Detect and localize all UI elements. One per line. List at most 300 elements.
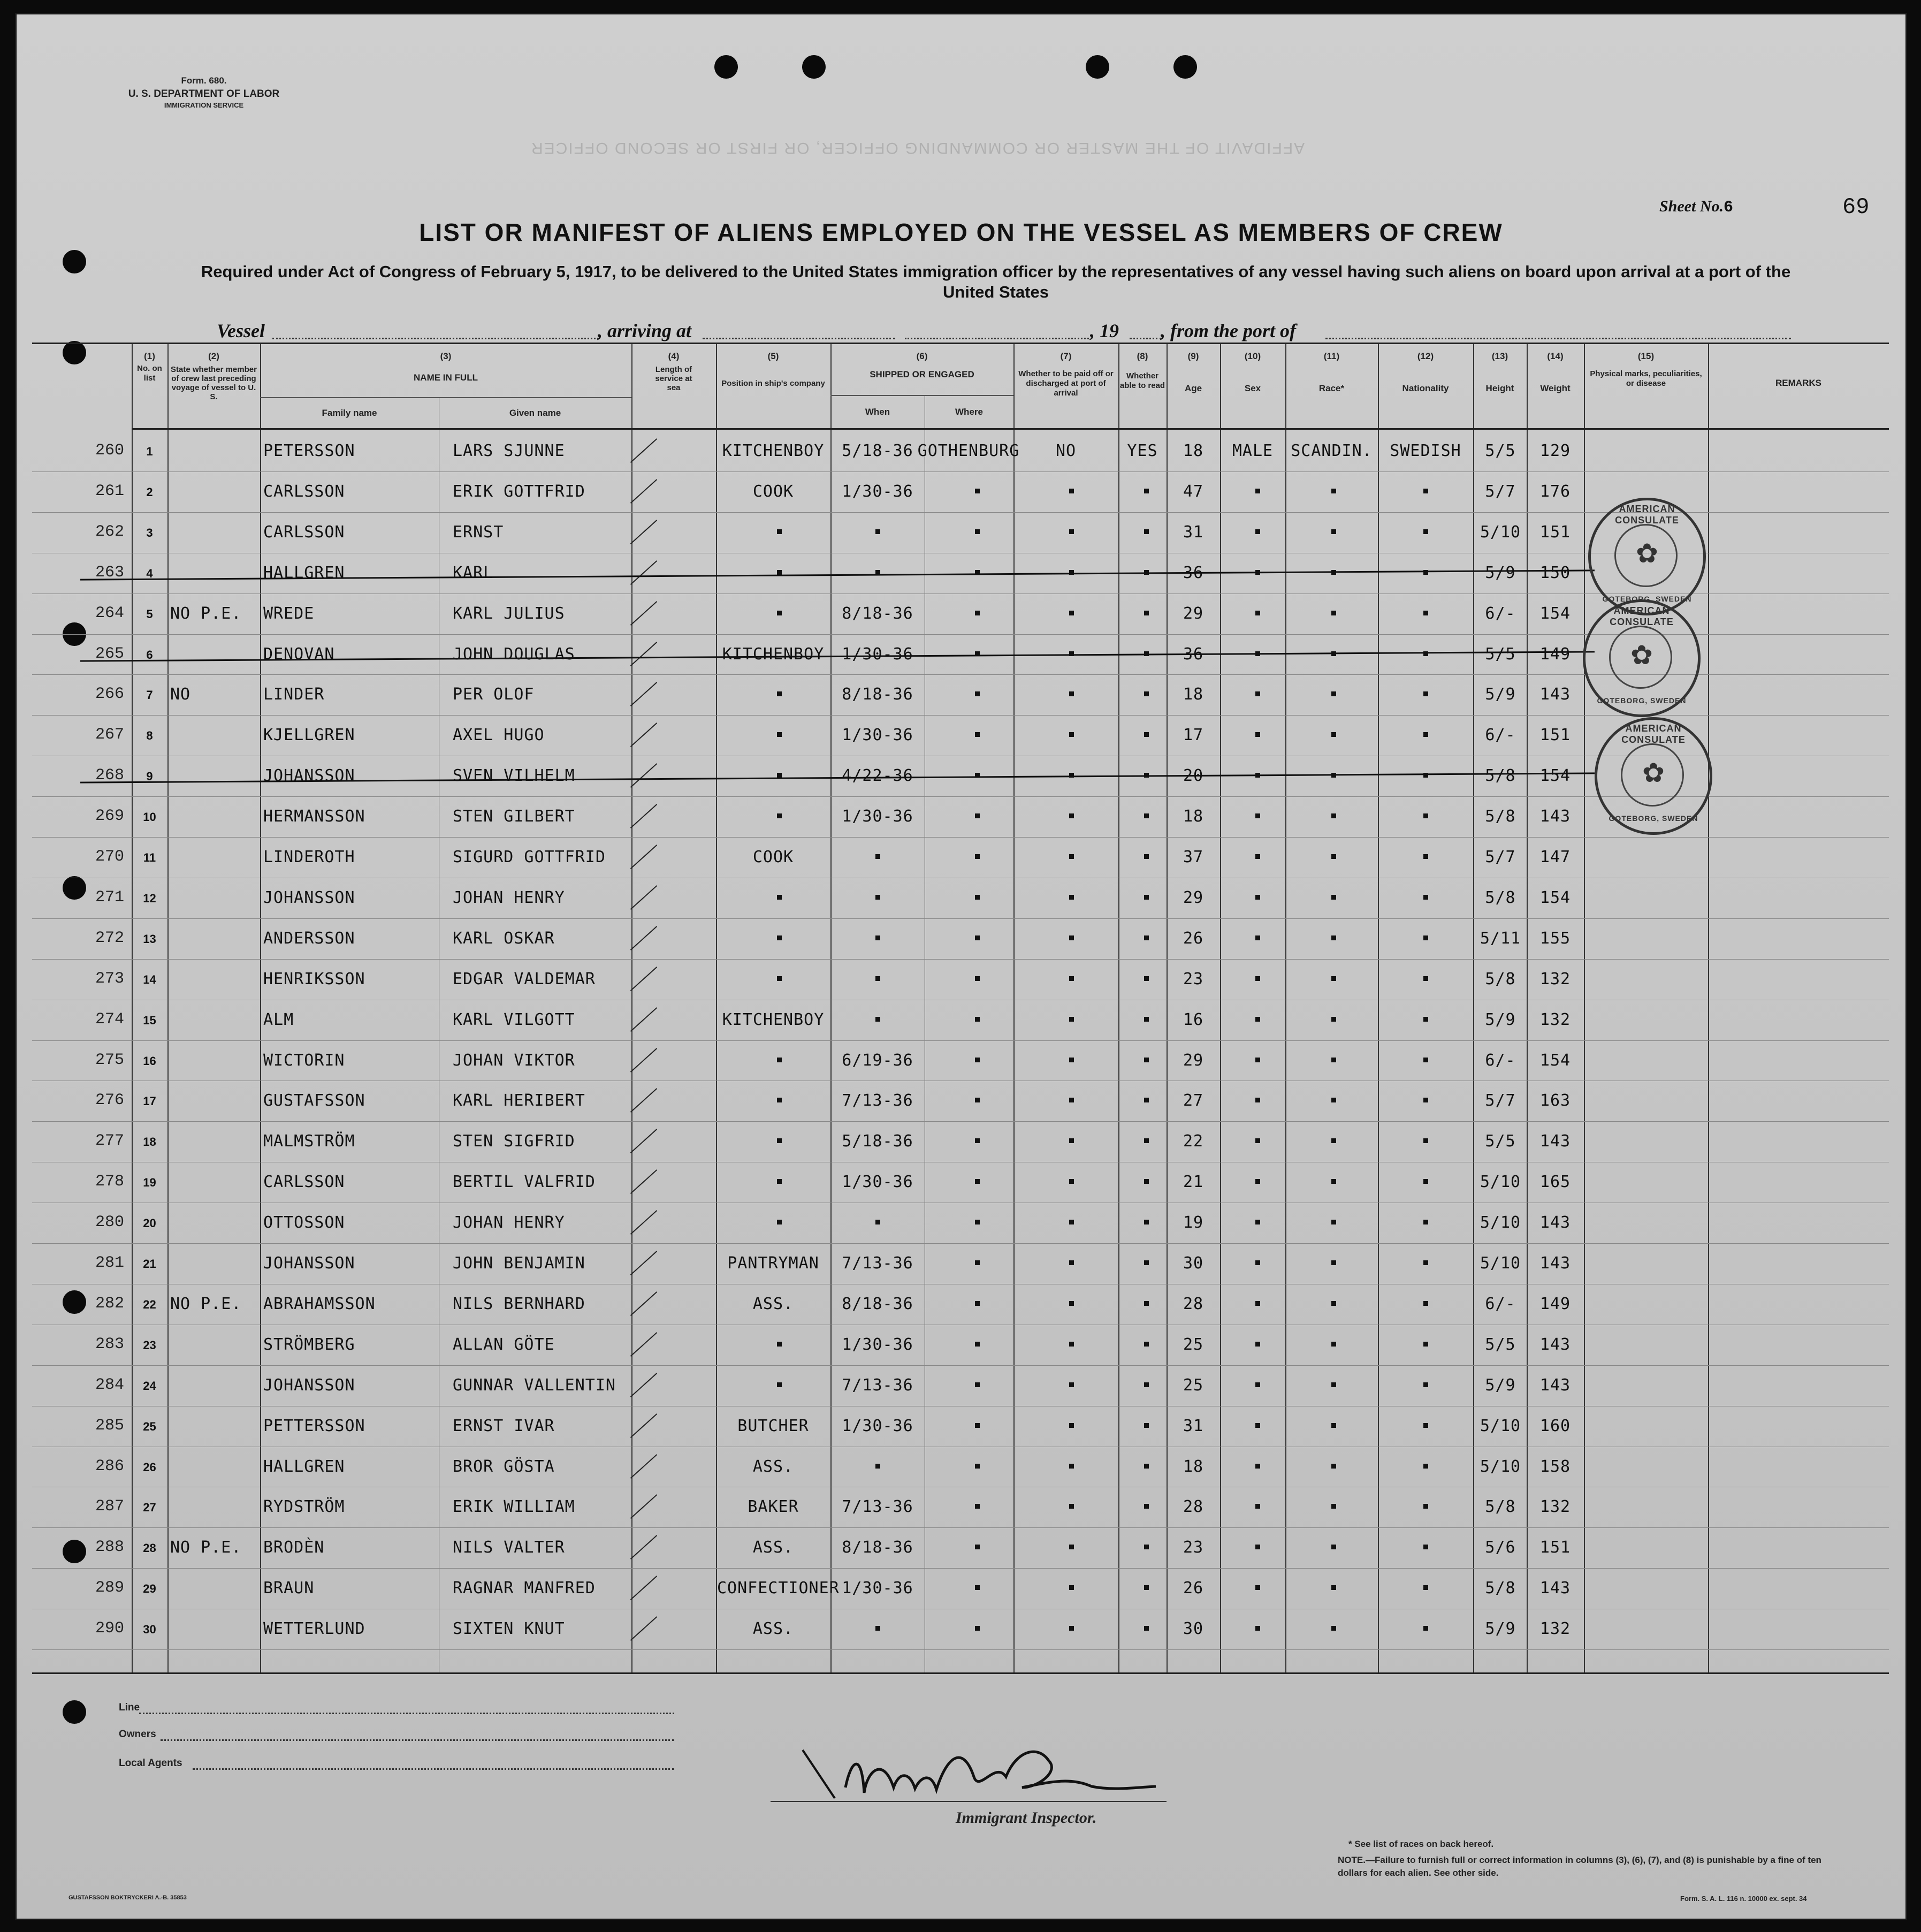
family-name: JOHANSSON: [263, 888, 355, 907]
position: ASS.: [752, 1619, 794, 1638]
ditto-mark: [1144, 813, 1149, 818]
family-name: DENOVAN: [263, 645, 335, 664]
given-name: ERIK GOTTFRID: [453, 482, 585, 501]
service-tick: [630, 1007, 657, 1032]
ditto-mark: [1255, 1098, 1260, 1102]
ditto-mark: [1423, 611, 1428, 615]
row-rule: [32, 918, 1889, 919]
ditto-mark: [1144, 1382, 1149, 1387]
ditto-mark: [975, 732, 980, 737]
height: 5/6: [1485, 1538, 1516, 1557]
ditto-mark: [1069, 1179, 1074, 1184]
ditto-mark: [875, 529, 880, 534]
manifest-line-number: 287: [95, 1497, 125, 1516]
shipped-when: 7/13-36: [842, 1254, 913, 1273]
column-number: (1): [144, 351, 155, 361]
stamp-subtext: GOTEBORG, SWEDEN: [1602, 595, 1692, 603]
shipped-header: SHIPPED OR ENGAGED: [870, 369, 974, 379]
given-name: JOHAN HENRY: [453, 1213, 565, 1232]
shipped-when: 1/30-36: [842, 1173, 913, 1191]
family-name: WETTERLUND: [263, 1619, 365, 1638]
service-tick: [630, 1576, 657, 1600]
weight: 149: [1539, 645, 1571, 664]
list-number: 22: [143, 1298, 156, 1311]
given-name: KARL HERIBERT: [453, 1091, 585, 1110]
ditto-mark: [1255, 1545, 1260, 1549]
ditto-mark: [875, 854, 880, 859]
ditto-mark: [1144, 611, 1149, 615]
line-label: Line: [119, 1702, 140, 1713]
weight: 160: [1539, 1417, 1571, 1435]
column-number: (12): [1417, 351, 1434, 361]
manifest-line-number: 265: [95, 645, 125, 663]
ditto-mark: [1144, 1464, 1149, 1469]
ditto-mark: [1423, 1138, 1428, 1143]
ditto-mark: [975, 854, 980, 859]
list-number: 15: [143, 1014, 156, 1027]
ditto-mark: [1144, 1626, 1149, 1631]
ditto-mark: [1255, 611, 1260, 615]
given-name: SIXTEN KNUT: [453, 1619, 565, 1638]
manifest-line-number: 267: [95, 726, 125, 744]
ditto-mark: [1423, 1545, 1428, 1549]
manifest-line-number: 288: [95, 1538, 125, 1556]
family-name: RYDSTRÖM: [263, 1497, 345, 1516]
stamp-text: AMERICAN CONSULATE: [1621, 723, 1686, 745]
family-name: ANDERSSON: [263, 929, 355, 948]
ditto-mark: [1069, 489, 1074, 493]
remarks-header: REMARKS: [1775, 378, 1821, 388]
eagle-icon: ✿: [1642, 758, 1665, 788]
height: 6/-: [1485, 604, 1516, 623]
age: 31: [1183, 523, 1204, 542]
row-rule: [32, 715, 1889, 716]
service-tick: [630, 1169, 657, 1194]
ditto-mark: [777, 1382, 782, 1387]
weight: 143: [1539, 685, 1571, 704]
ditto-mark: [1069, 611, 1074, 615]
ditto-mark: [1331, 1058, 1336, 1062]
ditto-mark: [1255, 1179, 1260, 1184]
column-number: (3): [440, 351, 452, 361]
ditto-mark: [777, 1342, 782, 1347]
weight: 163: [1539, 1091, 1571, 1110]
ditto-mark: [1255, 1138, 1260, 1143]
family-name: BRODÈN: [263, 1538, 325, 1557]
shipped-when: 8/18-36: [842, 685, 913, 704]
ditto-mark: [875, 935, 880, 940]
ditto-mark: [1423, 1058, 1428, 1062]
family-name: CARLSSON: [263, 523, 345, 542]
ditto-mark: [1423, 1423, 1428, 1428]
manifest-line-number: 285: [95, 1417, 125, 1435]
arriving-label: , arriving at: [598, 320, 692, 341]
family-name: LINDER: [263, 685, 325, 704]
manifest-line-number: 284: [95, 1376, 125, 1394]
list-number: 9: [146, 770, 153, 783]
ditto-mark: [975, 1301, 980, 1306]
penalty-note: NOTE.—Failure to furnish full or correct information in columns (3), (6), (7), and (8) is punishable by a fine of ten dollars for each alien. See other side.: [1338, 1855, 1821, 1878]
shipped-subrule: [830, 395, 1013, 396]
ditto-mark: [1144, 732, 1149, 737]
stamp-subtext: GOTEBORG, SWEDEN: [1609, 814, 1698, 823]
shipped-when: 1/30-36: [842, 726, 913, 744]
ditto-mark: [1144, 854, 1149, 859]
given-name: EDGAR VALDEMAR: [453, 970, 596, 988]
column-rule: [1118, 343, 1119, 1672]
sheet-label: Sheet No.: [1659, 197, 1724, 215]
list-number: 11: [143, 851, 156, 864]
shipped-when: 8/18-36: [842, 604, 913, 623]
shipped-when: 1/30-36: [842, 807, 913, 826]
ditto-mark: [1423, 1382, 1428, 1387]
column-rule: [167, 343, 169, 1672]
ditto-mark: [975, 1342, 980, 1347]
weight: 143: [1539, 1335, 1571, 1354]
ditto-mark: [875, 895, 880, 900]
weight: 143: [1539, 1213, 1571, 1232]
ditto-mark: [1069, 895, 1074, 900]
row-rule: [32, 1040, 1889, 1041]
column-number: (14): [1547, 351, 1564, 361]
list-number: 24: [143, 1379, 156, 1393]
ditto-mark: [777, 611, 782, 615]
owners-field: [161, 1739, 674, 1741]
given-name: PER OLOF: [453, 685, 535, 704]
age: 19: [1183, 1213, 1204, 1232]
form-code: Form. S. A. L. 116 n. 10000 ex. sept. 34: [1680, 1895, 1807, 1903]
column-number: (9): [1187, 351, 1199, 361]
height: 5/8: [1485, 766, 1516, 785]
row-rule: [32, 1649, 1889, 1650]
service-tick: [630, 885, 657, 910]
ditto-mark: [1144, 1220, 1149, 1224]
ditto-mark: [1331, 1585, 1336, 1590]
ditto-mark: [1255, 529, 1260, 534]
ditto-mark: [1144, 1098, 1149, 1102]
ditto-mark: [777, 529, 782, 534]
ditto-mark: [975, 691, 980, 696]
given-name: SIGURD GOTTFRID: [453, 848, 606, 866]
ditto-mark: [875, 1626, 880, 1631]
height: 5/10: [1480, 1254, 1521, 1273]
given-name: NILS VALTER: [453, 1538, 565, 1557]
list-number: 30: [143, 1623, 156, 1636]
column-number: (7): [1060, 351, 1072, 361]
position: ASS.: [752, 1538, 794, 1557]
manifest-line-number: 274: [95, 1010, 125, 1029]
ditto-mark: [1144, 1138, 1149, 1143]
service-tick: [630, 926, 657, 950]
column-rule: [1708, 343, 1709, 1672]
shipped-when: 1/30-36: [842, 482, 913, 501]
age: 30: [1183, 1619, 1204, 1638]
manifest-line-number: 272: [95, 929, 125, 947]
family-name: HENRIKSSON: [263, 970, 365, 988]
height: 5/8: [1485, 970, 1516, 988]
ditto-mark: [975, 1017, 980, 1022]
ditto-mark: [975, 1138, 980, 1143]
ditto-mark: [975, 1464, 980, 1469]
service-tick: [630, 1413, 657, 1438]
ditto-mark: [1069, 1138, 1074, 1143]
paid-off: NO: [1055, 442, 1077, 460]
ditto-mark: [1255, 1220, 1260, 1224]
ditto-mark: [1069, 1423, 1074, 1428]
weight: 143: [1539, 1579, 1571, 1598]
ditto-mark: [1069, 732, 1074, 737]
family-name: CARLSSON: [263, 1173, 345, 1191]
ditto-mark: [1331, 1138, 1336, 1143]
able-to-read: YES: [1127, 442, 1158, 460]
list-number: 17: [143, 1094, 156, 1108]
age: 26: [1183, 1579, 1204, 1598]
list-number: 7: [146, 688, 153, 702]
service-tick: [630, 1332, 657, 1357]
service-tick: [630, 1616, 657, 1641]
list-number: 6: [146, 648, 153, 661]
age: 31: [1183, 1417, 1204, 1435]
given-name: JOHN BENJAMIN: [453, 1254, 585, 1273]
ditto-mark: [1144, 691, 1149, 696]
service-tick: [630, 1210, 657, 1235]
column-rule: [260, 343, 261, 1672]
shipped-when: 7/13-36: [842, 1376, 913, 1395]
row-rule: [32, 837, 1889, 838]
ditto-mark: [1331, 1017, 1336, 1022]
column-rule: [830, 343, 832, 1672]
manifest-line-number: 276: [95, 1091, 125, 1109]
weight: 154: [1539, 766, 1571, 785]
column-number: (6): [916, 351, 928, 361]
stamp-text: AMERICAN CONSULATE: [1615, 504, 1679, 526]
age: 18: [1183, 1457, 1204, 1476]
list-number: 26: [143, 1461, 156, 1474]
manifest-line-number: 277: [95, 1132, 125, 1150]
column-rule: [1220, 343, 1221, 1672]
position: BUTCHER: [737, 1417, 809, 1435]
vessel-label: Vessel: [217, 320, 265, 341]
weight: 147: [1539, 848, 1571, 866]
stamp-text: AMERICAN CONSULATE: [1610, 605, 1674, 627]
column-number: (13): [1491, 351, 1508, 361]
given-name: ERNST IVAR: [453, 1417, 555, 1435]
list-number: 10: [143, 810, 156, 824]
weight: 143: [1539, 1254, 1571, 1273]
age: 29: [1183, 1051, 1204, 1070]
ditto-mark: [1255, 1423, 1260, 1428]
list-number: 5: [146, 607, 153, 621]
ditto-mark: [1069, 1220, 1074, 1224]
ditto-mark: [1331, 854, 1336, 859]
manifest-line-number: 289: [95, 1579, 125, 1597]
given-name: ERNST: [453, 523, 504, 542]
ditto-mark: [1331, 732, 1336, 737]
ditto-mark: [975, 1220, 980, 1224]
position: KITCHENBOY: [722, 1010, 825, 1029]
manifest-line-number: 269: [95, 807, 125, 825]
service-tick: [630, 804, 657, 828]
list-number: 21: [143, 1257, 156, 1271]
shipped-when: 4/22-36: [842, 766, 913, 785]
family-name: STRÖMBERG: [263, 1335, 355, 1354]
ditto-mark: [777, 1138, 782, 1143]
ditto-mark: [1255, 1382, 1260, 1387]
height: 5/5: [1485, 442, 1516, 460]
ditto-mark: [1423, 489, 1428, 493]
ditto-mark: [975, 1098, 980, 1102]
ditto-mark: [1069, 1098, 1074, 1102]
age: 47: [1183, 482, 1204, 501]
column-header: State whether member of crew last preceding voyage of vessel to U. S.: [171, 365, 257, 401]
ditto-mark: [1255, 1260, 1260, 1265]
ditto-mark: [1144, 1504, 1149, 1509]
ditto-mark: [1331, 813, 1336, 818]
service-tick: [630, 1494, 657, 1519]
height: 6/-: [1485, 726, 1516, 744]
given-name: ALLAN GÖTE: [453, 1335, 555, 1354]
ditto-mark: [1423, 1504, 1428, 1509]
height: 5/10: [1480, 1213, 1521, 1232]
inspector-signature: [771, 1739, 1177, 1814]
manifest-line-number: 264: [95, 604, 125, 622]
ditto-mark: [975, 1626, 980, 1631]
ditto-mark: [975, 1545, 980, 1549]
ditto-mark: [975, 1058, 980, 1062]
previous-voyage: NO P.E.: [170, 1295, 242, 1313]
column-rule: [1378, 343, 1379, 1672]
weight: 132: [1539, 1010, 1571, 1029]
family-name: MALMSTRÖM: [263, 1132, 355, 1151]
family-name: WREDE: [263, 604, 315, 623]
ditto-mark: [1331, 529, 1336, 534]
manifest-line-number: 266: [95, 685, 125, 703]
manifest-line-number: 286: [95, 1457, 125, 1475]
given-name: JOHN DOUGLAS: [453, 645, 575, 664]
ditto-mark: [1069, 1260, 1074, 1265]
ditto-mark: [1069, 529, 1074, 534]
weight: 143: [1539, 807, 1571, 826]
ditto-mark: [1255, 935, 1260, 940]
list-number: 1: [146, 445, 153, 458]
manifest-line-number: 260: [95, 442, 125, 460]
manifest-subtitle: Required under Act of Congress of February 5, 1917, to be delivered to the United States immigration officer by the representatives of any vessel having such aliens on board upon arrival at a port of the United States: [201, 262, 1791, 301]
given-name-header: Given name: [509, 408, 561, 418]
ditto-mark: [1331, 1464, 1336, 1469]
column-header: Sex: [1244, 383, 1261, 393]
ditto-mark: [1423, 935, 1428, 940]
age: 36: [1183, 564, 1204, 582]
ditto-mark: [1423, 1626, 1428, 1631]
ditto-mark: [1144, 1585, 1149, 1590]
ditto-mark: [1331, 489, 1336, 493]
ditto-mark: [1069, 1342, 1074, 1347]
service-tick: [630, 845, 657, 869]
sheet-value: 6: [1724, 199, 1734, 217]
family-name: HALLGREN: [263, 564, 345, 582]
list-number: 28: [143, 1541, 156, 1555]
ditto-mark: [1331, 1504, 1336, 1509]
height: 5/9: [1485, 1619, 1516, 1638]
given-name: AXEL HUGO: [453, 726, 545, 744]
column-number: (2): [208, 351, 219, 361]
ditto-mark: [1069, 976, 1074, 981]
ditto-mark: [1255, 1058, 1260, 1062]
ditto-mark: [1255, 1301, 1260, 1306]
weight: 143: [1539, 1376, 1571, 1395]
ditto-mark: [1331, 1098, 1336, 1102]
ditto-mark: [1069, 1017, 1074, 1022]
ditto-mark: [1144, 1179, 1149, 1184]
list-number: 3: [146, 526, 153, 539]
service-tick: [630, 1088, 657, 1113]
ditto-mark: [1331, 1301, 1336, 1306]
height: 5/10: [1480, 523, 1521, 542]
given-name: KARL VILGOTT: [453, 1010, 575, 1029]
family-name: JOHANSSON: [263, 1254, 355, 1273]
ditto-mark: [1255, 1464, 1260, 1469]
age: 20: [1183, 766, 1204, 785]
weight: 151: [1539, 726, 1571, 744]
weight: 129: [1539, 442, 1571, 460]
manifest-line-number: 261: [95, 482, 125, 500]
ditto-mark: [1331, 1260, 1336, 1265]
eagle-icon: ✿: [1630, 640, 1653, 670]
manifest-title: LIST OR MANIFEST OF ALIENS EMPLOYED ON THE VESSEL AS MEMBERS OF CREW: [419, 218, 1503, 246]
race: SCANDIN.: [1291, 442, 1373, 460]
age: 23: [1183, 1538, 1204, 1557]
ditto-mark: [1069, 691, 1074, 696]
ditto-mark: [1423, 1301, 1428, 1306]
column-rule: [1584, 343, 1585, 1672]
column-header: Height: [1485, 383, 1514, 393]
shipped-when: 1/30-36: [842, 645, 913, 664]
ditto-mark: [1144, 1017, 1149, 1022]
local-agents-label: Local Agents: [119, 1758, 182, 1769]
height: 5/8: [1485, 1497, 1516, 1516]
ditto-mark: [975, 1585, 980, 1590]
header-top-rule: [32, 343, 1889, 344]
ditto-mark: [1331, 976, 1336, 981]
ditto-mark: [1423, 1220, 1428, 1224]
list-number: 16: [143, 1054, 156, 1068]
service-tick: [630, 642, 657, 666]
ditto-mark: [975, 1382, 980, 1387]
given-name: KARL JULIUS: [453, 604, 565, 623]
column-rule: [1013, 343, 1015, 1672]
service-tick: [630, 1454, 657, 1479]
given-name: STEN GILBERT: [453, 807, 575, 826]
position: COOK: [752, 848, 794, 866]
shipped-when: 7/13-36: [842, 1091, 913, 1110]
shipped-when: 8/18-36: [842, 1295, 913, 1313]
ditto-mark: [1423, 1017, 1428, 1022]
row-rule: [32, 1243, 1889, 1244]
name-subrule: [260, 397, 631, 398]
weight: 149: [1539, 1295, 1571, 1313]
weight: 143: [1539, 1132, 1571, 1151]
ditto-mark: [975, 489, 980, 493]
family-name: JOHANSSON: [263, 766, 355, 785]
age: 22: [1183, 1132, 1204, 1151]
ditto-mark: [1331, 1626, 1336, 1631]
ditto-mark: [975, 1423, 980, 1428]
weight: 154: [1539, 1051, 1571, 1070]
position: ASS.: [752, 1457, 794, 1476]
service-tick: [630, 722, 657, 747]
weight: 132: [1539, 1497, 1571, 1516]
column-header: No. on list: [137, 364, 162, 383]
